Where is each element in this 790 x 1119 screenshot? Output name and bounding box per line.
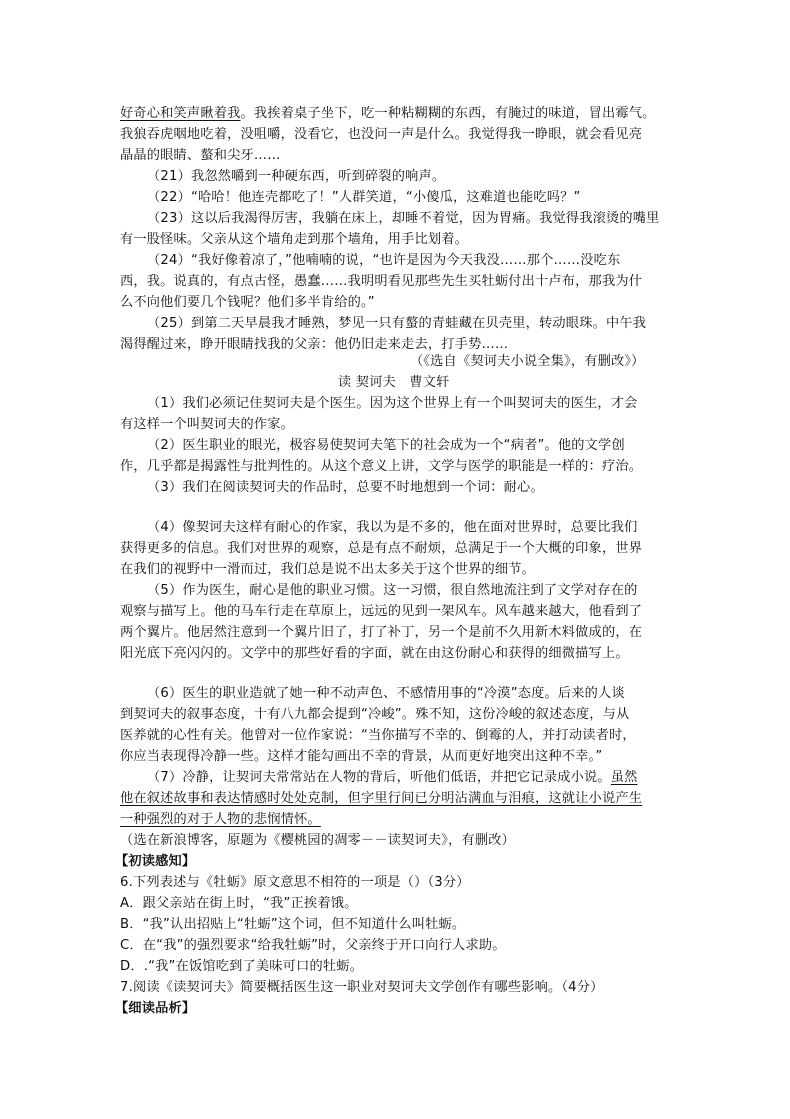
question-6: 6.下列表述与《牡蛎》原文意思不相符的一项是（）（3分）: [120, 875, 470, 890]
essay-line: 有这样一个叫契诃夫的作家。: [120, 417, 295, 432]
story-line: 晶晶的眼睛、螯和尖牙……: [120, 148, 281, 163]
story-paragraph-24: （24）“我好像着凉了，”他喃喃的说，“也许是因为今天我没……那个……没吃东: [147, 253, 621, 268]
essay-paragraph-2: （2）医生职业的眼光，极容易使契诃夫笔下的社会成为一个“病者”。他的文学创: [147, 438, 625, 453]
essay-line: 获得更多的信息。我们对世界的观察，总是有点不耐烦，总满足于一个大概的印象，世界: [120, 541, 643, 556]
essay-line: 两个翼片。他居然注意到一个翼片旧了，打了补丁，另一个是前不久用新木料做成的，在: [120, 625, 643, 640]
story-line: 渴得醒过来，睁开眼睛找我的父亲：他仍旧走来走去，打手势……: [120, 337, 509, 352]
section-heading-close-reading: 【细读品析】: [115, 1001, 196, 1016]
essay-paragraph-5: （5）作为医生，耐心是他的职业习惯。这一习惯，很自然地流注到了文学对存在的: [147, 583, 638, 598]
section-heading-initial-reading: 【初读感知】: [115, 854, 196, 869]
essay-paragraph-7: （7）冷静，让契诃夫常常站在人物的背后，听他们低语，并把它记录成小说。虽然: [147, 770, 638, 785]
story-line: 有一股怪味。父亲从这个墙角走到那个墙角，用手比划着。: [120, 232, 469, 247]
underlined-phrase: 好奇心和笑声瞅着我: [120, 106, 241, 121]
essay-paragraph-3: （3）我们在阅读契诃夫的作品时，总要不时地想到一个词：耐心。: [147, 480, 544, 495]
underlined-phrase: 虽然: [610, 770, 638, 785]
story-paragraph-22: （22）“哈哈！他连壳都吃了！”人群笑道，“小傻瓜，这难道也能吃吗？”: [147, 190, 581, 205]
essay-source: （选在新浪博客，原题为《樱桃园的凋零－－读契诃夫》，有删改）: [120, 833, 516, 848]
underlined-phrase: 他在叙述故事和表达情感时处处克制，但字里行间已分明沾满血与泪痕，这就让小说产生: [120, 791, 643, 806]
story-source: （《选自《契诃夫小说全集》，有删改》）: [410, 354, 645, 369]
essay-paragraph-1: （1）我们必须记住契诃夫是个医生。因为这个世界上有一个叫契诃夫的医生，才会: [147, 396, 638, 411]
story-line: 西，我。说真的，有点古怪，愚蠢……我明明看见那些先生买牡蛎付出十卢布，那我为什: [120, 274, 643, 289]
essay-line: 作，几乎都是揭露性与批判性的。从这个意义上讲，文学与医学的职能是一样的：疗治。: [120, 459, 643, 474]
essay-line: 医养就的心性有关。他曾对一位作家说：“当你描写不幸的、倒霉的人，并打动读者时，: [120, 728, 636, 743]
essay-line: 阳光底下亮闪闪的。文学中的那些好看的字面，就在由这份耐心和获得的细微描写上。: [120, 646, 629, 661]
story-paragraph-23: （23）这以后我渴得厉害，我躺在床上，却睡不着觉，因为胃痛。我觉得我滚烫的嘴里: [147, 211, 660, 226]
option-a: A．跟父亲站在街上时，“我”正挨着饿。: [120, 896, 358, 911]
essay-line: 你应当表现得冷静一些。这样才能勾画出不幸的背景，从而更好地突出这种不幸。”: [120, 749, 603, 764]
essay-underlined-line: [120, 789, 790, 809]
option-d: D．.“我”在饭馆吃到了美味可口的牡蛎。: [120, 959, 364, 974]
essay-title: 读 契诃夫 曹文轩: [338, 375, 450, 390]
essay-underlined-line: [120, 810, 790, 830]
story-line: 我狼吞虎咽地吃着，没咀嚼，没看它，也没问一声是什么。我觉得我一睁眼，就会看见亮: [120, 127, 643, 142]
story-paragraph-25: （25）到第二天早晨我才睡熟，梦见一只有螯的青蛙藏在贝壳里，转动眼珠。中午我: [147, 316, 647, 331]
essay-paragraph-6: （6）医生的职业造就了她一种不动声色、不感情用事的“冷漠”态度。后来的人谈: [147, 686, 625, 701]
story-paragraph-21: （21）我忽然嚼到一种硬东西，听到碎裂的响声。: [147, 169, 446, 184]
essay-paragraph-4: （4）像契诃夫这样有耐心的作家，我以为是不多的，他在面对世界时，总要比我们: [147, 520, 638, 535]
story-line: 么不向他们要几个钱呢？他们多半肯给的。”: [120, 295, 375, 310]
story-line: 好奇心和笑声瞅着我。我挨着桌子坐下，吃一种粘糊糊的东西，有腌过的味道，冒出霉气。: [120, 106, 656, 121]
option-c: C．在“我”的强烈要求“给我牡蛎”时，父亲终于开口向行人求助。: [120, 938, 506, 953]
essay-line: 在我们的视野中一滑而过，我们总是说不出太多关于这个世界的细节。: [120, 562, 536, 577]
essay-line: 到契诃夫的叙事态度，十有八九都会提到“冷峻”。殊不知，这份冷峻的叙述态度，与从: [120, 707, 630, 722]
essay-line: 观察与描写上。他的马车行走在草原上，远远的见到一架风车。风车越来越大，他看到了: [120, 604, 643, 619]
option-b: B．“我”认出招贴上“牡蛎”这个词，但不知道什么叫牡蛎。: [120, 917, 466, 932]
question-7: 7.阅读《读契诃夫》简要概括医生这一职业对契诃夫文学创作有哪些影响。（4分）: [120, 980, 604, 995]
underlined-phrase: 一种强烈的对于人物的悲悯情怀。: [120, 812, 321, 827]
